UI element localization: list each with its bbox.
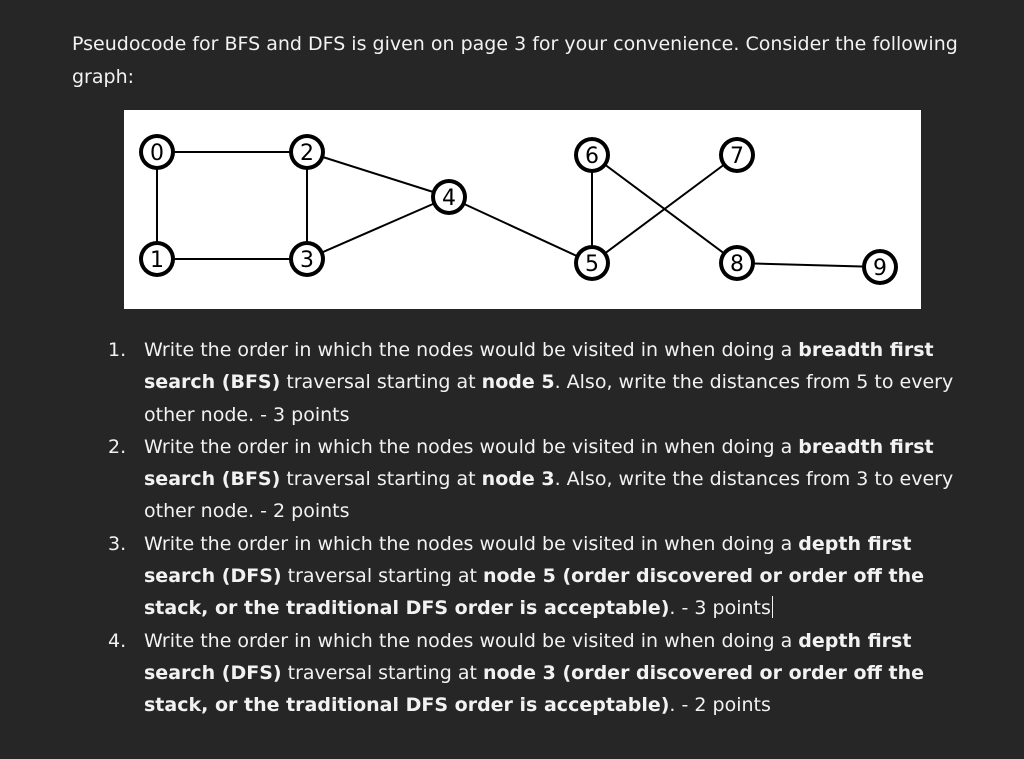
- question-text: Write the order in which the nodes would be visited in when doing a: [144, 532, 799, 555]
- graph-node-3: [289, 241, 325, 277]
- question-bold-text: breadth first search (BFS): [144, 339, 934, 394]
- graph-node-2: [289, 134, 325, 170]
- question-number: 4.: [108, 629, 127, 652]
- question-bold-text: node 5: [481, 371, 555, 394]
- graph-node-label: 3: [300, 248, 314, 273]
- question-bold-text: node 3: [481, 468, 555, 491]
- question-item: [108, 431, 968, 528]
- graph-node-8: [719, 245, 755, 281]
- graph-node-label: 5: [585, 252, 599, 277]
- graph-figure: [124, 110, 921, 309]
- graph-node-label: 4: [442, 186, 456, 211]
- graph-node-label: 2: [300, 141, 314, 166]
- question-list: [108, 334, 968, 722]
- question-bold-text: depth first search (DFS): [144, 629, 912, 684]
- question-item: [108, 528, 968, 625]
- question-bold-text: node 3 (order discovered or order off the stack, or the traditional DFS order is acceptable): [144, 661, 925, 717]
- graph-node-label: 7: [730, 144, 744, 169]
- question-text: . Also, write the distances from 5 to every other node. - 3 points: [144, 371, 954, 426]
- text-cursor: [772, 596, 773, 618]
- question-item: [108, 625, 968, 722]
- question-bold-text: node 5 (order discovered or order off the stack, or the traditional DFS order is acceptable): [144, 565, 925, 620]
- graph-node-5: [574, 245, 610, 281]
- question-item: [108, 334, 968, 431]
- graph-node-1: [139, 241, 175, 277]
- question-text: Write the order in which the nodes would be visited in when doing a: [144, 629, 799, 652]
- graph-edge-8-9: [737, 263, 880, 267]
- graph-node-label: 8: [730, 252, 744, 277]
- graph-edge-2-4: [307, 152, 449, 197]
- graph-node-9: [862, 249, 898, 285]
- question-number: 3.: [108, 532, 127, 555]
- question-text: traversal starting at: [281, 565, 483, 588]
- graph-node-label: 6: [585, 144, 599, 169]
- intro-text: [72, 28, 962, 94]
- graph-node-label: 0: [150, 141, 164, 166]
- question-text: Write the order in which the nodes would be visited in when doing a: [144, 435, 799, 458]
- graph-node-label: 9: [873, 256, 887, 281]
- graph-node-7: [719, 137, 755, 173]
- question-bold-text: depth first search (DFS): [144, 532, 912, 588]
- graph-node-4: [431, 179, 467, 215]
- question-text: traversal starting at: [281, 661, 483, 684]
- graph-node-0: [139, 134, 175, 170]
- intro-line-2: graph:: [72, 66, 135, 88]
- question-bold-text: breadth first search (BFS): [144, 435, 934, 491]
- graph-svg: [124, 110, 921, 309]
- question-text: . Also, write the distances from 3 to every other node. - 2 points: [144, 468, 954, 523]
- question-text: Write the order in which the nodes would be visited in when doing a: [144, 339, 799, 361]
- graph-node-label: 1: [150, 248, 164, 273]
- question-text: traversal starting at: [280, 371, 482, 394]
- graph-node-6: [574, 137, 610, 173]
- question-text: . - 2 points: [669, 694, 771, 717]
- question-number: 2.: [108, 435, 127, 458]
- question-number: 1.: [108, 339, 127, 361]
- question-text: traversal starting at: [280, 468, 482, 491]
- graph-edge-4-5: [449, 197, 592, 263]
- graph-edge-3-4: [307, 197, 449, 259]
- question-text: . - 3 points: [669, 597, 771, 620]
- intro-line-1: Pseudocode for BFS and DFS is given on page 3 for your convenience. Consider the following: [72, 33, 958, 55]
